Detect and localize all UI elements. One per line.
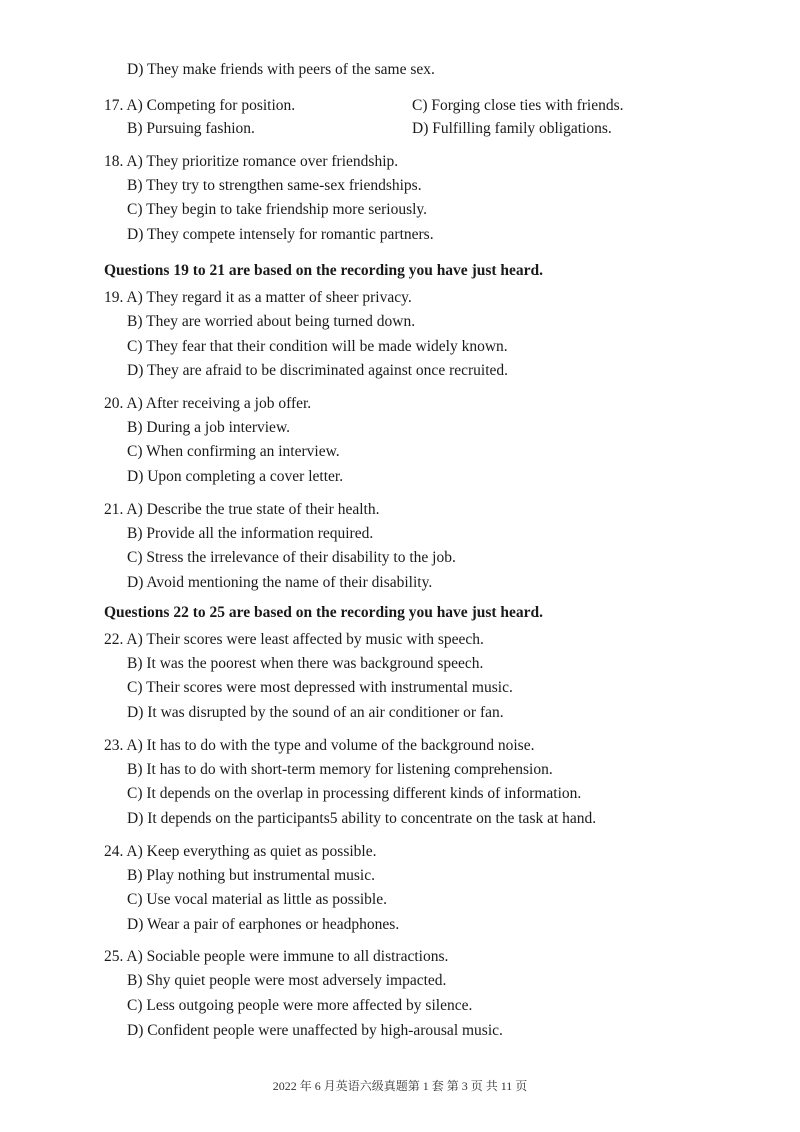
q25-option-b: B) Shy quiet people were most adversely impacted.: [127, 972, 447, 989]
q18-option-c: C) They begin to take friendship more seriously.: [127, 201, 428, 218]
section-heading-19-21: Questions 19 to 21 are based on the recording you have just heard.: [104, 262, 544, 279]
q20-option-b: B) During a job interview.: [127, 419, 290, 436]
q19-option-a: 19. A) They regard it as a matter of sheer privacy.: [104, 289, 412, 306]
q22-option-b: B) It was the poorest when there was background speech.: [127, 655, 484, 672]
q22-option-d: D) It was disrupted by the sound of an air conditioner or fan.: [127, 704, 504, 721]
q23-option-b: B) It has to do with short-term memory for listening comprehension.: [127, 761, 553, 778]
q24-option-a: 24. A) Keep everything as quiet as possible.: [104, 843, 377, 860]
q17-option-d: D) Fulfilling family obligations.: [412, 120, 612, 137]
q23-option-d: D) It depends on the participants5 ability to concentrate on the task at hand.: [127, 810, 597, 827]
q21-option-a: 21. A) Describe the true state of their health.: [104, 501, 380, 518]
q21-option-b: B) Provide all the information required.: [127, 525, 374, 542]
q24-option-c: C) Use vocal material as little as possible.: [127, 891, 387, 908]
q21-option-c: C) Stress the irrelevance of their disability to the job.: [127, 549, 456, 566]
q25-option-c: C) Less outgoing people were more affected by silence.: [127, 997, 473, 1014]
q18-option-b: B) They try to strengthen same-sex friendships.: [127, 177, 422, 194]
page-footer: 2022 年 6 月英语六级真题第 1 套 第 3 页 共 11 页: [272, 1079, 528, 1093]
q22-option-c: C) Their scores were most depressed with instrumental music.: [127, 679, 513, 696]
q20-option-a: 20. A) After receiving a job offer.: [104, 395, 312, 412]
q23-option-a: 23. A) It has to do with the type and volume of the background noise.: [104, 737, 535, 754]
q23-option-c: C) It depends on the overlap in processing different kinds of information.: [127, 785, 582, 802]
q24-option-b: B) Play nothing but instrumental music.: [127, 867, 375, 884]
q17-option-a: 17. A) Competing for position.: [104, 97, 296, 114]
q18-option-a: 18. A) They prioritize romance over friendship.: [104, 153, 399, 170]
q24-option-d: D) Wear a pair of earphones or headphones.: [127, 916, 400, 933]
q25-option-d: D) Confident people were unaffected by high-arousal music.: [127, 1022, 503, 1039]
q21-option-d: D) Avoid mentioning the name of their disability.: [127, 574, 433, 591]
section-heading-22-25: Questions 22 to 25 are based on the recording you have just heard.: [104, 604, 544, 621]
q19-option-b: B) They are worried about being turned down.: [127, 313, 416, 330]
q25-option-a: 25. A) Sociable people were immune to all distractions.: [104, 948, 449, 965]
q20-option-d: D) Upon completing a cover letter.: [127, 468, 344, 485]
q18-option-d: D) They compete intensely for romantic partners.: [127, 226, 434, 243]
q20-option-c: C) When confirming an interview.: [127, 443, 340, 460]
q17-option-c: C) Forging close ties with friends.: [412, 97, 624, 114]
q19-option-d: D) They are afraid to be discriminated against once recruited.: [127, 362, 509, 379]
q22-option-a: 22. A) Their scores were least affected by music with speech.: [104, 631, 484, 648]
q17-option-b: B) Pursuing fashion.: [127, 120, 255, 137]
q16-option-d: D) They make friends with peers of the same sex.: [127, 61, 435, 78]
q19-option-c: C) They fear that their condition will be made widely known.: [127, 338, 508, 355]
